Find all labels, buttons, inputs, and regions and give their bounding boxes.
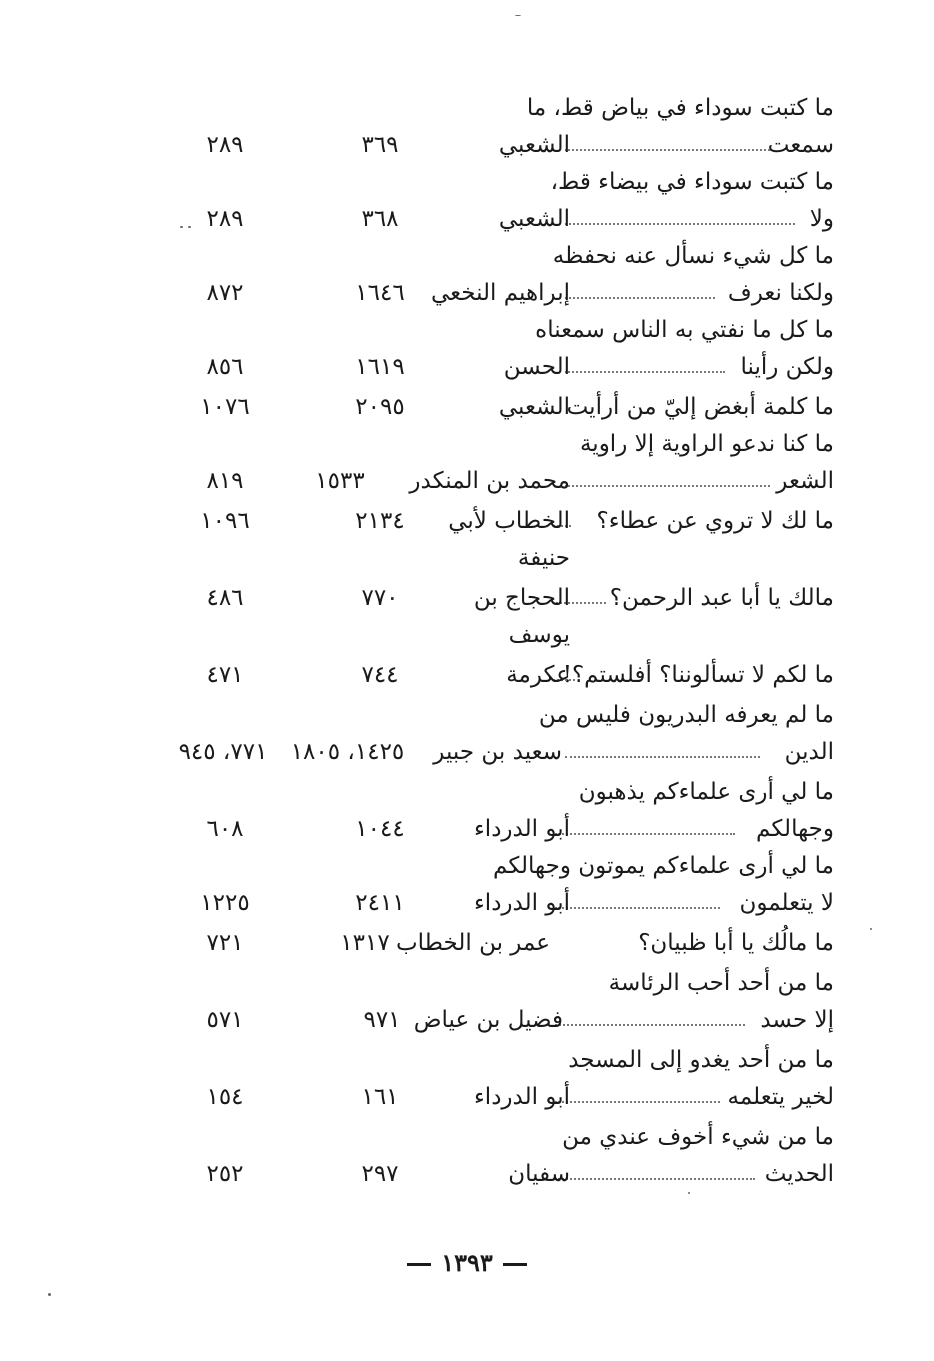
text-number: ١٦١٩ <box>355 354 405 380</box>
entry-text-end: ما لكم لا تسألوننا؟ أفلستم؟! <box>562 662 834 688</box>
leader-dots <box>555 907 720 909</box>
entry-last-line <box>0 389 934 425</box>
entry-last-line <box>0 657 934 693</box>
page-reference: ٢٨٩ <box>206 206 244 232</box>
entry-text-start: ما من أحد أحب الرئاسة <box>608 970 834 996</box>
entry-text-end: الدين <box>784 739 834 765</box>
entry-text-end: مالك يا أبا عبد الرحمن؟ <box>609 585 834 611</box>
narrator: الشعبي <box>498 132 570 158</box>
entry-first-line <box>0 1119 934 1155</box>
narrator: أبو الدرداء <box>473 816 570 842</box>
entry-text-start: ما كنا ندعو الراوية إلا راوية <box>579 431 834 457</box>
page-reference: ٧٧١، ٩٤٥ <box>178 739 268 765</box>
entry-last-line <box>0 885 934 921</box>
entry-text-end: ما مالُك يا أبا ظبيان؟ <box>638 930 834 956</box>
narrator-continuation: يوسف <box>508 622 570 648</box>
entry-text-start: ما لي أرى علماءكم يموتون وجهالكم <box>493 853 834 879</box>
page-reference: ٨٥٦ <box>206 354 244 380</box>
entry-first-line <box>0 426 934 462</box>
page-reference: ٤٧١ <box>206 662 244 688</box>
entry-text-end: لخير يتعلمه <box>727 1084 834 1110</box>
entry-text-start: ما لي أرى علماءكم يذهبون <box>578 779 834 805</box>
text-number: ٢١٣٤ <box>355 508 405 534</box>
narrator-continuation-line <box>0 617 934 653</box>
narrator: أبو الدرداء <box>473 1084 570 1110</box>
narrator: الشعبي <box>498 394 570 420</box>
text-number: ١٥٣٣ <box>315 468 365 494</box>
footer-dash-left <box>407 1263 431 1266</box>
text-number: ١٦١ <box>361 1084 399 1110</box>
page-reference: ٢٥٢ <box>206 1161 244 1187</box>
leader-dots <box>565 297 715 299</box>
scan-speck <box>688 1192 690 1194</box>
leader-dots <box>555 1101 720 1103</box>
page-reference: ٥٧١ <box>206 1007 244 1033</box>
entry-last-line <box>0 201 934 237</box>
entry-first-line <box>0 697 934 733</box>
scan-speck <box>180 226 183 228</box>
narrator: محمد بن المنكدر <box>409 468 570 494</box>
narrator: سفيان <box>508 1161 570 1187</box>
page-reference: ٦٠٨ <box>206 816 244 842</box>
page-reference: ٨٧٢ <box>206 280 244 306</box>
entry-last-line <box>0 349 934 385</box>
entry-last-line <box>0 503 934 539</box>
page-reference: ٧٢١ <box>206 930 244 956</box>
footer-dash-right <box>503 1263 527 1266</box>
text-number: ٧٤٤ <box>361 662 399 688</box>
leader-dots <box>555 833 735 835</box>
entry-text-start: ما كتبت سوداء في بيضاء قط، <box>550 169 834 195</box>
entry-text-end: ولا <box>809 206 834 232</box>
leader-dots <box>565 756 760 758</box>
narrator: الشعبي <box>498 206 570 232</box>
text-number: ١٤٢٥، ١٨٠٥ <box>290 739 405 765</box>
entry-first-line <box>0 312 934 348</box>
page-number-footer <box>0 1248 934 1277</box>
page-reference: ٨١٩ <box>206 468 244 494</box>
narrator: عمر بن الخطاب <box>395 930 550 956</box>
text-number: ٣٦٩ <box>361 132 399 158</box>
narrator-continuation-line <box>0 540 934 576</box>
entry-last-line <box>0 463 934 499</box>
entry-text-end: وجهالكم <box>756 816 834 842</box>
leader-dots <box>555 1024 745 1026</box>
entry-last-line <box>0 580 934 616</box>
scan-speck <box>515 15 521 16</box>
entry-last-line <box>0 734 934 770</box>
entry-text-end: الحديث <box>764 1161 834 1187</box>
text-number: ١٦٤٦ <box>355 280 405 306</box>
entry-last-line <box>0 1079 934 1115</box>
entry-last-line <box>0 811 934 847</box>
text-number: ١٠٤٤ <box>355 816 405 842</box>
narrator: سعيد بن جبير <box>433 739 562 765</box>
scan-speck <box>188 226 191 228</box>
entry-first-line <box>0 238 934 274</box>
entry-last-line <box>0 1002 934 1038</box>
entry-first-line <box>0 965 934 1001</box>
leader-dots <box>565 149 770 151</box>
page-reference: ١٢٢٥ <box>200 890 250 916</box>
entry-text-start: ما من أحد يغدو إلى المسجد <box>568 1047 834 1073</box>
page-reference: ١٠٧٦ <box>200 394 250 420</box>
leader-dots <box>555 1178 755 1180</box>
text-number: ١٣١٧ <box>340 930 390 956</box>
leader-dots <box>565 485 770 487</box>
page-reference: ٤٨٦ <box>206 585 244 611</box>
entry-text-end: لا يتعلمون <box>739 890 834 916</box>
narrator: أبو الدرداء <box>473 890 570 916</box>
entry-text-start: ما كل شيء نسأل عنه نحفظه <box>552 243 834 269</box>
text-number: ٢٠٩٥ <box>355 394 405 420</box>
scan-speck <box>870 928 872 930</box>
narrator: الحجاج بن <box>473 585 570 611</box>
entry-text-end: ما كلمة أبغض إليّ من أرأيت <box>566 394 834 420</box>
narrator: إبراهيم النخعي <box>430 280 570 306</box>
leader-dots <box>565 223 795 225</box>
entry-text-start: ما لم يعرفه البدريون فليس من <box>538 702 834 728</box>
entry-last-line <box>0 127 934 163</box>
narrator: عكرمة <box>506 662 570 688</box>
entry-text-end: ما لك لا تروي عن عطاء؟ <box>596 508 834 534</box>
entry-text-end: سمعت <box>767 132 834 158</box>
entry-text-end: ولكنا نعرف <box>727 280 834 306</box>
page-reference: ٢٨٩ <box>206 132 244 158</box>
entry-text-end: الشعر <box>776 468 834 494</box>
entry-last-line <box>0 1156 934 1192</box>
narrator: فضيل بن عياض <box>413 1007 563 1033</box>
page-reference: ١٠٩٦ <box>200 508 250 534</box>
entry-text-start: ما كتبت سوداء في بياض قط، ما <box>526 95 834 121</box>
entry-last-line <box>0 925 934 961</box>
text-number: ٧٧٠ <box>361 585 399 611</box>
scan-speck <box>48 1293 51 1296</box>
narrator: الحسن <box>503 354 570 380</box>
entry-first-line <box>0 848 934 884</box>
entry-first-line <box>0 90 934 126</box>
text-number: ٣٦٨ <box>361 206 399 232</box>
narrator: الخطاب لأبي <box>448 508 570 534</box>
narrator-continuation: حنيفة <box>517 545 570 571</box>
entry-first-line <box>0 1042 934 1078</box>
text-number: ٢٤١١ <box>355 890 405 916</box>
entry-text-start: ما من شيء أخوف عندي من <box>562 1124 834 1150</box>
entry-text-end: إلا حسد <box>760 1007 834 1033</box>
page-number: ١٣٩٣ <box>441 1248 493 1277</box>
entry-text-end: ولكن رأينا <box>740 354 834 380</box>
text-number: ٩٧١ <box>363 1007 401 1033</box>
entry-first-line <box>0 774 934 810</box>
text-number: ٢٩٧ <box>361 1161 399 1187</box>
entry-text-start: ما كل ما نفتي به الناس سمعناه <box>535 317 834 343</box>
entry-last-line <box>0 275 934 311</box>
leader-dots <box>565 371 725 373</box>
page-reference: ١٥٤ <box>206 1084 244 1110</box>
entry-first-line <box>0 164 934 200</box>
